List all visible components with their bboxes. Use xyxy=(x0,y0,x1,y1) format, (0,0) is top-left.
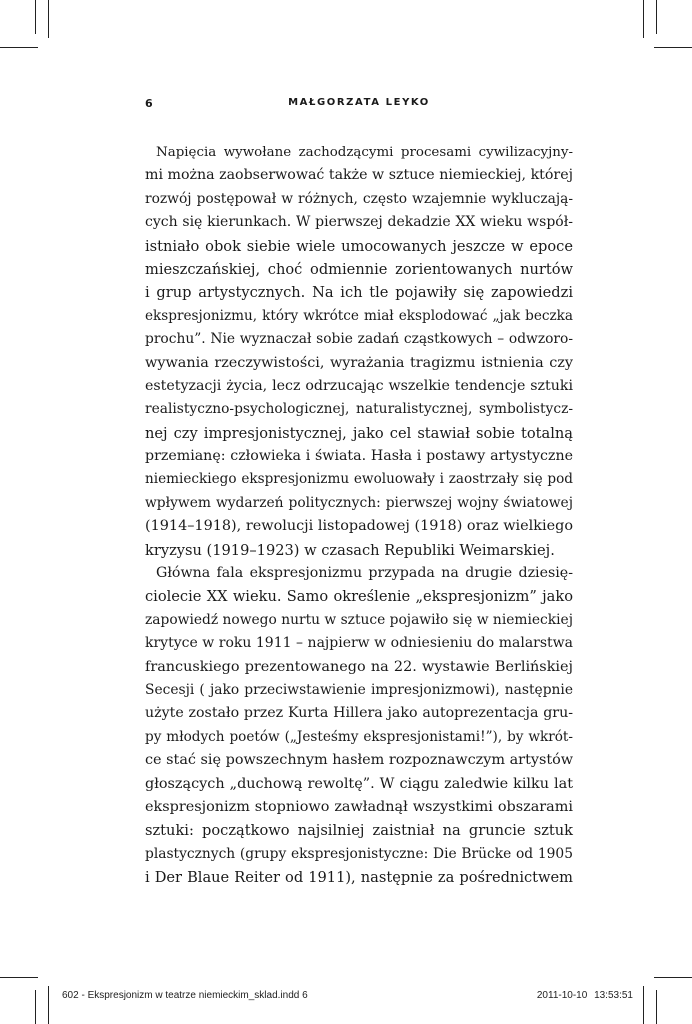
text-line: użyte zostało przez Kurta Hillera jako autoprezentacja gru- xyxy=(145,705,573,722)
text-line: estetyzacji życia, lecz odrzucając wszelkie tendencje sztuki xyxy=(145,377,573,394)
slug-timestamp: 2011-10-10 13:53:51 xyxy=(536,990,633,1001)
text-line: mieszczańskiej, choć odmiennie zorientowanych nurtów xyxy=(145,260,573,278)
crop-mark xyxy=(48,0,49,38)
text-line: wywania rzeczywistości, wyrażania tragizmu istnienia czy xyxy=(145,354,573,371)
text-line: cych się kierunkach. W pierwszej dekadzie XX wieku współ- xyxy=(145,214,573,231)
text-line: i Der Blaue Reiter od 1911), następnie za pośrednictwem xyxy=(145,869,573,887)
text-line: krytyce w roku 1911 – najpierw w odniesieniu do malarstwa xyxy=(145,635,573,652)
paragraph-1 xyxy=(145,141,573,562)
crop-mark xyxy=(48,986,49,1024)
text-line: i grup artystycznych. Na ich tle pojawiły się zapowiedzi xyxy=(145,284,573,302)
crop-mark xyxy=(643,986,644,1024)
crop-mark xyxy=(35,0,36,34)
text-line: rozwój postępował w różnych, często wzajemnie wykluczają- xyxy=(145,190,573,207)
text-line: ekspresjonizm stopniowo zawładnął wszystkimi obszarami xyxy=(145,798,573,815)
text-line: prochu”. Nie wyznaczał sobie zadań cząstkowych – odwzoro- xyxy=(145,331,573,348)
crop-mark xyxy=(654,977,692,978)
text-line: (1914–1918), rewolucji listopadowej (1918) oraz wielkiego xyxy=(145,518,573,535)
running-head-author: MAŁGORZATA LEYKO xyxy=(288,97,430,108)
text-line: realistyczno-psychologicznej, naturalistycznej, symbolistycz- xyxy=(145,401,573,418)
crop-mark xyxy=(656,990,657,1024)
text-line: francuskiego prezentowanego na 22. wystawie Berlińskiej xyxy=(145,658,573,675)
crop-mark xyxy=(643,0,644,38)
text-line: ekspresjonizmu, który wkrótce miał eksplodować „jak beczka xyxy=(145,307,573,324)
page-number: 6 xyxy=(145,97,153,110)
text-line: Główna fala ekspresjonizmu przypada na drugie dziesię- xyxy=(156,565,573,582)
text-line: plastycznych (grupy ekspresjonistyczne: Die Brücke od 1905 xyxy=(145,845,573,862)
paragraph-2 xyxy=(145,562,573,889)
slug-filename: 602 - Ekspresjonizm w teatrze niemieckim_sklad.indd 6 xyxy=(62,990,308,1001)
crop-mark xyxy=(0,977,38,978)
running-header xyxy=(145,97,573,115)
text-line: wpływem wydarzeń politycznych: pierwszej wojny światowej xyxy=(145,494,573,511)
text-line: Napięcia wywołane zachodzącymi procesami cywilizacyjny- xyxy=(156,145,573,160)
crop-mark xyxy=(656,0,657,34)
text-line: Secesji ( jako przeciwstawienie impresjonizmowi), następnie xyxy=(145,681,573,698)
text-line: przemianę: człowieka i świata. Hasła i postawy artystyczne xyxy=(145,448,573,465)
crop-mark xyxy=(35,990,36,1024)
text-line: głoszących „duchową rewoltę”. W ciągu zaledwie kilku lat xyxy=(145,775,573,792)
text-line: ce stać się powszechnym hasłem rozpoznawczym artystów xyxy=(145,752,574,769)
text-line: ciolecie XX wieku. Samo określenie „ekspresjonizm” jako xyxy=(145,588,573,606)
text-line: istniało obok siebie wiele umocowanych jeszcze w epoce xyxy=(145,237,573,255)
crop-mark xyxy=(0,47,38,48)
text-line: sztuki: początkowo najsilniej zaistniał na gruncie sztuk xyxy=(145,822,573,840)
text-line: niemieckiego ekspresjonizmu ewoluowały i zaostrzały się pod xyxy=(145,471,573,488)
crop-mark xyxy=(654,47,692,48)
text-line: zapowiedź nowego nurtu w sztuce pojawiło się w niemieckiej xyxy=(145,611,573,628)
body-text xyxy=(145,141,573,890)
text-line: kryzysu (1919–1923) w czasach Republiki Weimarskiej. xyxy=(145,541,555,559)
text-line: nej czy impresjonistycznej, jako cel stawiał sobie totalną xyxy=(145,424,573,442)
text-line: py młodych poetów („Jesteśmy ekspresjonistami!”), by wkrót- xyxy=(145,728,573,745)
text-line: mi można zaobserwować także w sztuce niemieckiej, której xyxy=(145,167,573,184)
